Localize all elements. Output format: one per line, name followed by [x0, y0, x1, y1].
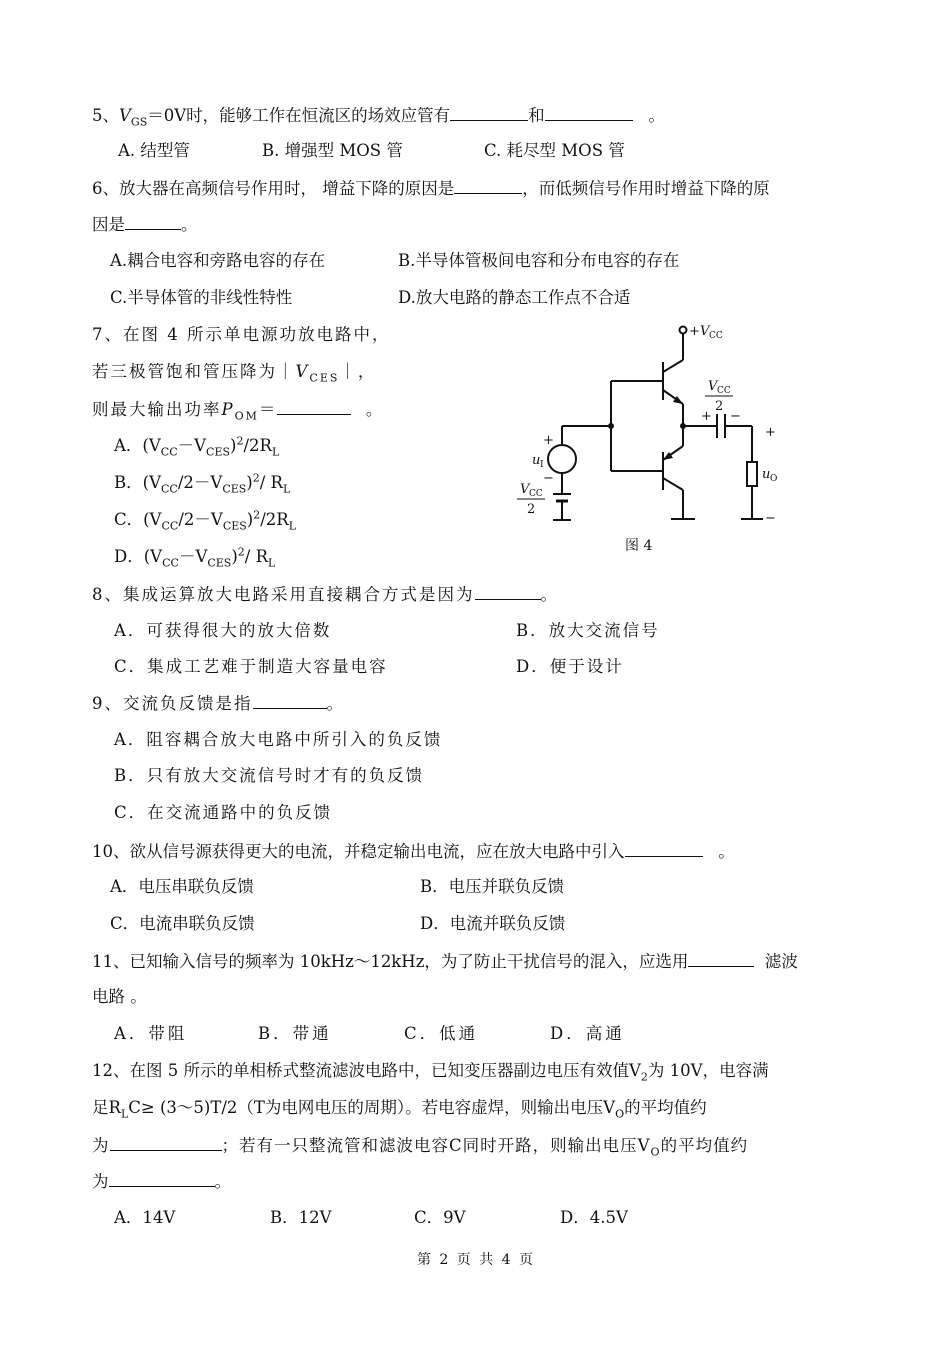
- q12-l2-c: 的平均值约: [624, 1098, 707, 1117]
- q7-text-b: ｜，: [339, 362, 377, 381]
- q8-option-c: C．集成工艺难于制造大容量电容: [114, 657, 388, 676]
- q5-number: 5、: [92, 106, 119, 125]
- q7-b-2: CC: [160, 482, 178, 496]
- q7-d-3: －V: [178, 547, 208, 566]
- in-label: u: [532, 453, 541, 468]
- q12-l1-sub: 2: [640, 1070, 648, 1084]
- q7-d-5: ): [231, 547, 238, 566]
- q5-v: V: [119, 106, 131, 125]
- q8-stem: [92, 583, 559, 606]
- q7-c-8: L: [288, 519, 297, 533]
- q11-stem: [92, 950, 798, 973]
- q7-c-3: /2－V: [178, 510, 223, 529]
- vcc-terminal: [680, 327, 687, 334]
- q12-l2-sub: L: [120, 1107, 129, 1121]
- q12-l4-a: 为: [92, 1172, 109, 1191]
- q6-option-b: B.半导体管极间电容和分布电容的存在: [398, 251, 680, 270]
- q10-stem: [92, 840, 735, 863]
- q7-b-4: CES: [222, 482, 247, 496]
- q5-option-a: A. 结型管: [118, 141, 190, 160]
- q9-blank[interactable]: [253, 692, 327, 709]
- q7-d-6: 2: [237, 545, 245, 559]
- q8-option-b: B．放大交流信号: [516, 621, 660, 640]
- page-footer: 第 2 页 共 4 页: [416, 1252, 536, 1268]
- q7-a-4: CES: [206, 445, 231, 459]
- bias-num-sub: CC: [529, 489, 543, 499]
- q6-option-c: C.半导体管的非线性特性: [110, 288, 293, 307]
- half-vcc-num-sub: CC: [717, 386, 731, 396]
- load-resistor: [747, 462, 757, 486]
- q7-b-3: /2－V: [177, 473, 223, 492]
- q7-eq: ＝: [258, 400, 278, 419]
- q7-a-8: L: [271, 445, 280, 459]
- q10-option-a: A．电压串联负反馈: [110, 877, 254, 896]
- q7-c-4: CES: [222, 519, 247, 533]
- q12-line4: [92, 1170, 231, 1193]
- q7-c-7: /2R: [260, 510, 289, 529]
- q12-l1-b: 为 10V，电容满: [647, 1061, 769, 1080]
- q12-l2-sub2: O: [615, 1107, 625, 1121]
- q5-option-b: B. 增强型 MOS 管: [262, 141, 403, 160]
- in-sub: I: [540, 460, 544, 470]
- out-label: u: [762, 467, 771, 482]
- q11-option-a: A．带阻: [114, 1024, 188, 1043]
- q7-b-5: ): [246, 473, 253, 492]
- q7-d-2: CC: [162, 556, 179, 570]
- q10-end: 。: [718, 842, 735, 861]
- q7-d-7: / R: [244, 547, 269, 566]
- q10-text: 10、欲从信号源获得更大的电流，并稳定输出电流，应在放大电路中引入: [92, 842, 625, 861]
- q5-option-c: C. 耗尽型 MOS 管: [484, 141, 625, 160]
- q9-stem: [92, 692, 345, 715]
- q6-end: 。: [181, 215, 198, 234]
- q7-stem-line2: [92, 361, 376, 383]
- q8-end: 。: [540, 585, 559, 604]
- q7-option-b: [114, 472, 290, 494]
- q5-and: 和: [528, 106, 545, 125]
- q5-sub: GS: [130, 115, 148, 129]
- q6-text-b: ，而低频信号作用时增益下降的原: [522, 179, 770, 198]
- q9-option-a: A．阻容耦合放大电路中所引入的负反馈: [114, 730, 443, 749]
- vcc-sub: CC: [709, 331, 723, 341]
- q7-b-6: 2: [252, 471, 260, 485]
- q7-stem-line1: 7、在图 4 所示单电源功放电路中，: [92, 325, 391, 344]
- q12-l2-a: 足R: [92, 1098, 121, 1117]
- q12-option-c: C．9V: [414, 1208, 466, 1227]
- q7-option-a: [114, 435, 279, 457]
- half-vcc-num: V: [708, 379, 718, 394]
- q7-a-6: 2: [236, 434, 244, 448]
- out-plus: +: [765, 425, 776, 440]
- q7-a-5: ): [230, 436, 237, 455]
- cap-plus: +: [701, 409, 712, 424]
- q11-blank[interactable]: [688, 950, 754, 967]
- bias-den: 2: [527, 502, 536, 517]
- q10-option-b: B．电压并联负反馈: [420, 877, 565, 896]
- q7-v: V: [295, 362, 310, 381]
- q12-l1-a: 12、在图 5 所示的单相桥式整流滤波电路中，已知变压器副边电压有效值V: [92, 1061, 641, 1080]
- q9-option-c: C．在交流通路中的负反馈: [114, 803, 333, 822]
- out-sub: O: [770, 474, 778, 484]
- q7-text-c: 则最大输出功率: [92, 400, 222, 419]
- q11-option-b: B．带通: [258, 1024, 332, 1043]
- q9-end: 。: [326, 694, 345, 713]
- vcc-plus: +: [689, 324, 700, 339]
- figure-4-circuit: [505, 318, 795, 563]
- q5-text: ＝0V时，能够工作在恒流区的场效应管有: [147, 106, 451, 125]
- q8-blank[interactable]: [475, 583, 541, 600]
- q10-blank[interactable]: [625, 840, 703, 857]
- q5-end: 。: [648, 106, 665, 125]
- q12-l3-a: 为: [92, 1136, 110, 1155]
- q7-a-3: －V: [177, 436, 207, 455]
- q7-a-2: CC: [160, 445, 178, 459]
- half-vcc-den: 2: [715, 399, 724, 414]
- q7-c-6: 2: [253, 508, 261, 522]
- q5-blank-1[interactable]: [450, 104, 528, 121]
- q7-text-a: 若三极管饱和管压降为｜: [92, 362, 296, 381]
- q6-blank-1[interactable]: [454, 177, 522, 194]
- q9-text: 9、交流负反馈是指: [92, 694, 253, 713]
- bias-num: V: [520, 482, 530, 497]
- q9-option-b: B．只有放大交流信号时才有的负反馈: [114, 766, 425, 785]
- out-minus: −: [765, 511, 776, 526]
- q5-stem: [92, 104, 665, 127]
- q12-blank-2[interactable]: [109, 1170, 215, 1187]
- q12-l3-sub: O: [650, 1145, 661, 1159]
- q6-text-c: 因是: [92, 215, 125, 234]
- q12-blank-1[interactable]: [110, 1134, 222, 1151]
- q7-stem-line3: [92, 398, 384, 421]
- input-source: [548, 445, 576, 473]
- q12-option-a: A．14V: [114, 1208, 176, 1227]
- q7-blank[interactable]: [277, 398, 351, 415]
- cap-minus: −: [730, 409, 741, 424]
- q7-a-1: A．(V: [114, 436, 161, 455]
- q12-l2-b: C≥ (3～5)T/2（T为电网电压的周期）。若电容虚焊，则输出电压V: [128, 1098, 616, 1117]
- q8-option-d: D．便于设计: [516, 657, 624, 676]
- q6-option-a: A.耦合电容和旁路电容的存在: [110, 251, 326, 270]
- q10-option-d: D．电流并联负反馈: [420, 914, 566, 933]
- q6-text-a: 6、放大器在高频信号作用时， 增益下降的原因是: [92, 179, 455, 198]
- q12-line1: [92, 1060, 769, 1082]
- in-minus: −: [543, 471, 554, 486]
- q6-stem-line2: [92, 213, 198, 236]
- vcc-label: V: [700, 324, 710, 339]
- q12-line3: [92, 1134, 748, 1157]
- q7-c-2: CC: [161, 519, 179, 533]
- q7-b-7: / R: [259, 473, 283, 492]
- q12-l4-b: 。: [214, 1172, 231, 1191]
- q10-option-c: C．电流串联负反馈: [110, 914, 255, 933]
- in-plus: +: [543, 433, 554, 448]
- q11-stem-line2: 电路 。: [92, 987, 147, 1006]
- q11-text: 11、已知输入信号的频率为 10kHz～12kHz，为了防止干扰信号的混入，应选用: [92, 952, 689, 971]
- q6-stem-line1: [92, 177, 770, 200]
- q7-d-8: L: [268, 556, 276, 570]
- q7-p: P: [221, 400, 235, 419]
- q7-b-1: B．(V: [114, 473, 161, 492]
- q6-option-d: D.放大电路的静态工作点不合适: [398, 288, 631, 307]
- q12-l3-c: 的平均值约: [660, 1136, 749, 1155]
- q7-c-1: C．(V: [114, 510, 162, 529]
- q11-option-d: D．高通: [550, 1024, 625, 1043]
- q8-text: 8、集成运算放大电路采用直接耦合方式是因为: [92, 585, 475, 604]
- q11-tail: 滤波: [764, 952, 798, 971]
- q12-l3-b: ；若有一只整流管和滤波电容C同时开路，则输出电压V: [221, 1136, 651, 1155]
- q8-option-a: A．可获得很大的放大倍数: [114, 621, 332, 640]
- q7-b-8: L: [282, 482, 291, 496]
- q7-d-4: CES: [207, 556, 232, 570]
- junction-dot: [608, 423, 614, 429]
- q12-option-b: B．12V: [270, 1208, 332, 1227]
- junction-dot: [680, 423, 686, 429]
- figure-4-caption: 图 4: [625, 538, 653, 554]
- q7-option-c: [114, 509, 296, 531]
- q7-end: 。: [365, 400, 385, 419]
- q12-option-d: D．4.5V: [560, 1208, 628, 1227]
- q5-blank-2[interactable]: [545, 104, 633, 121]
- q7-option-d: [114, 546, 275, 568]
- q7-c-5: ): [246, 510, 254, 529]
- q7-p-sub: OM: [234, 409, 259, 423]
- q11-option-c: C．低通: [404, 1024, 479, 1043]
- q7-sub: CES: [309, 371, 340, 385]
- q7-a-7: /2R: [243, 436, 272, 455]
- q6-blank-2[interactable]: [125, 213, 181, 230]
- q7-d-1: D．(V: [114, 547, 163, 566]
- q12-line2: [92, 1097, 707, 1119]
